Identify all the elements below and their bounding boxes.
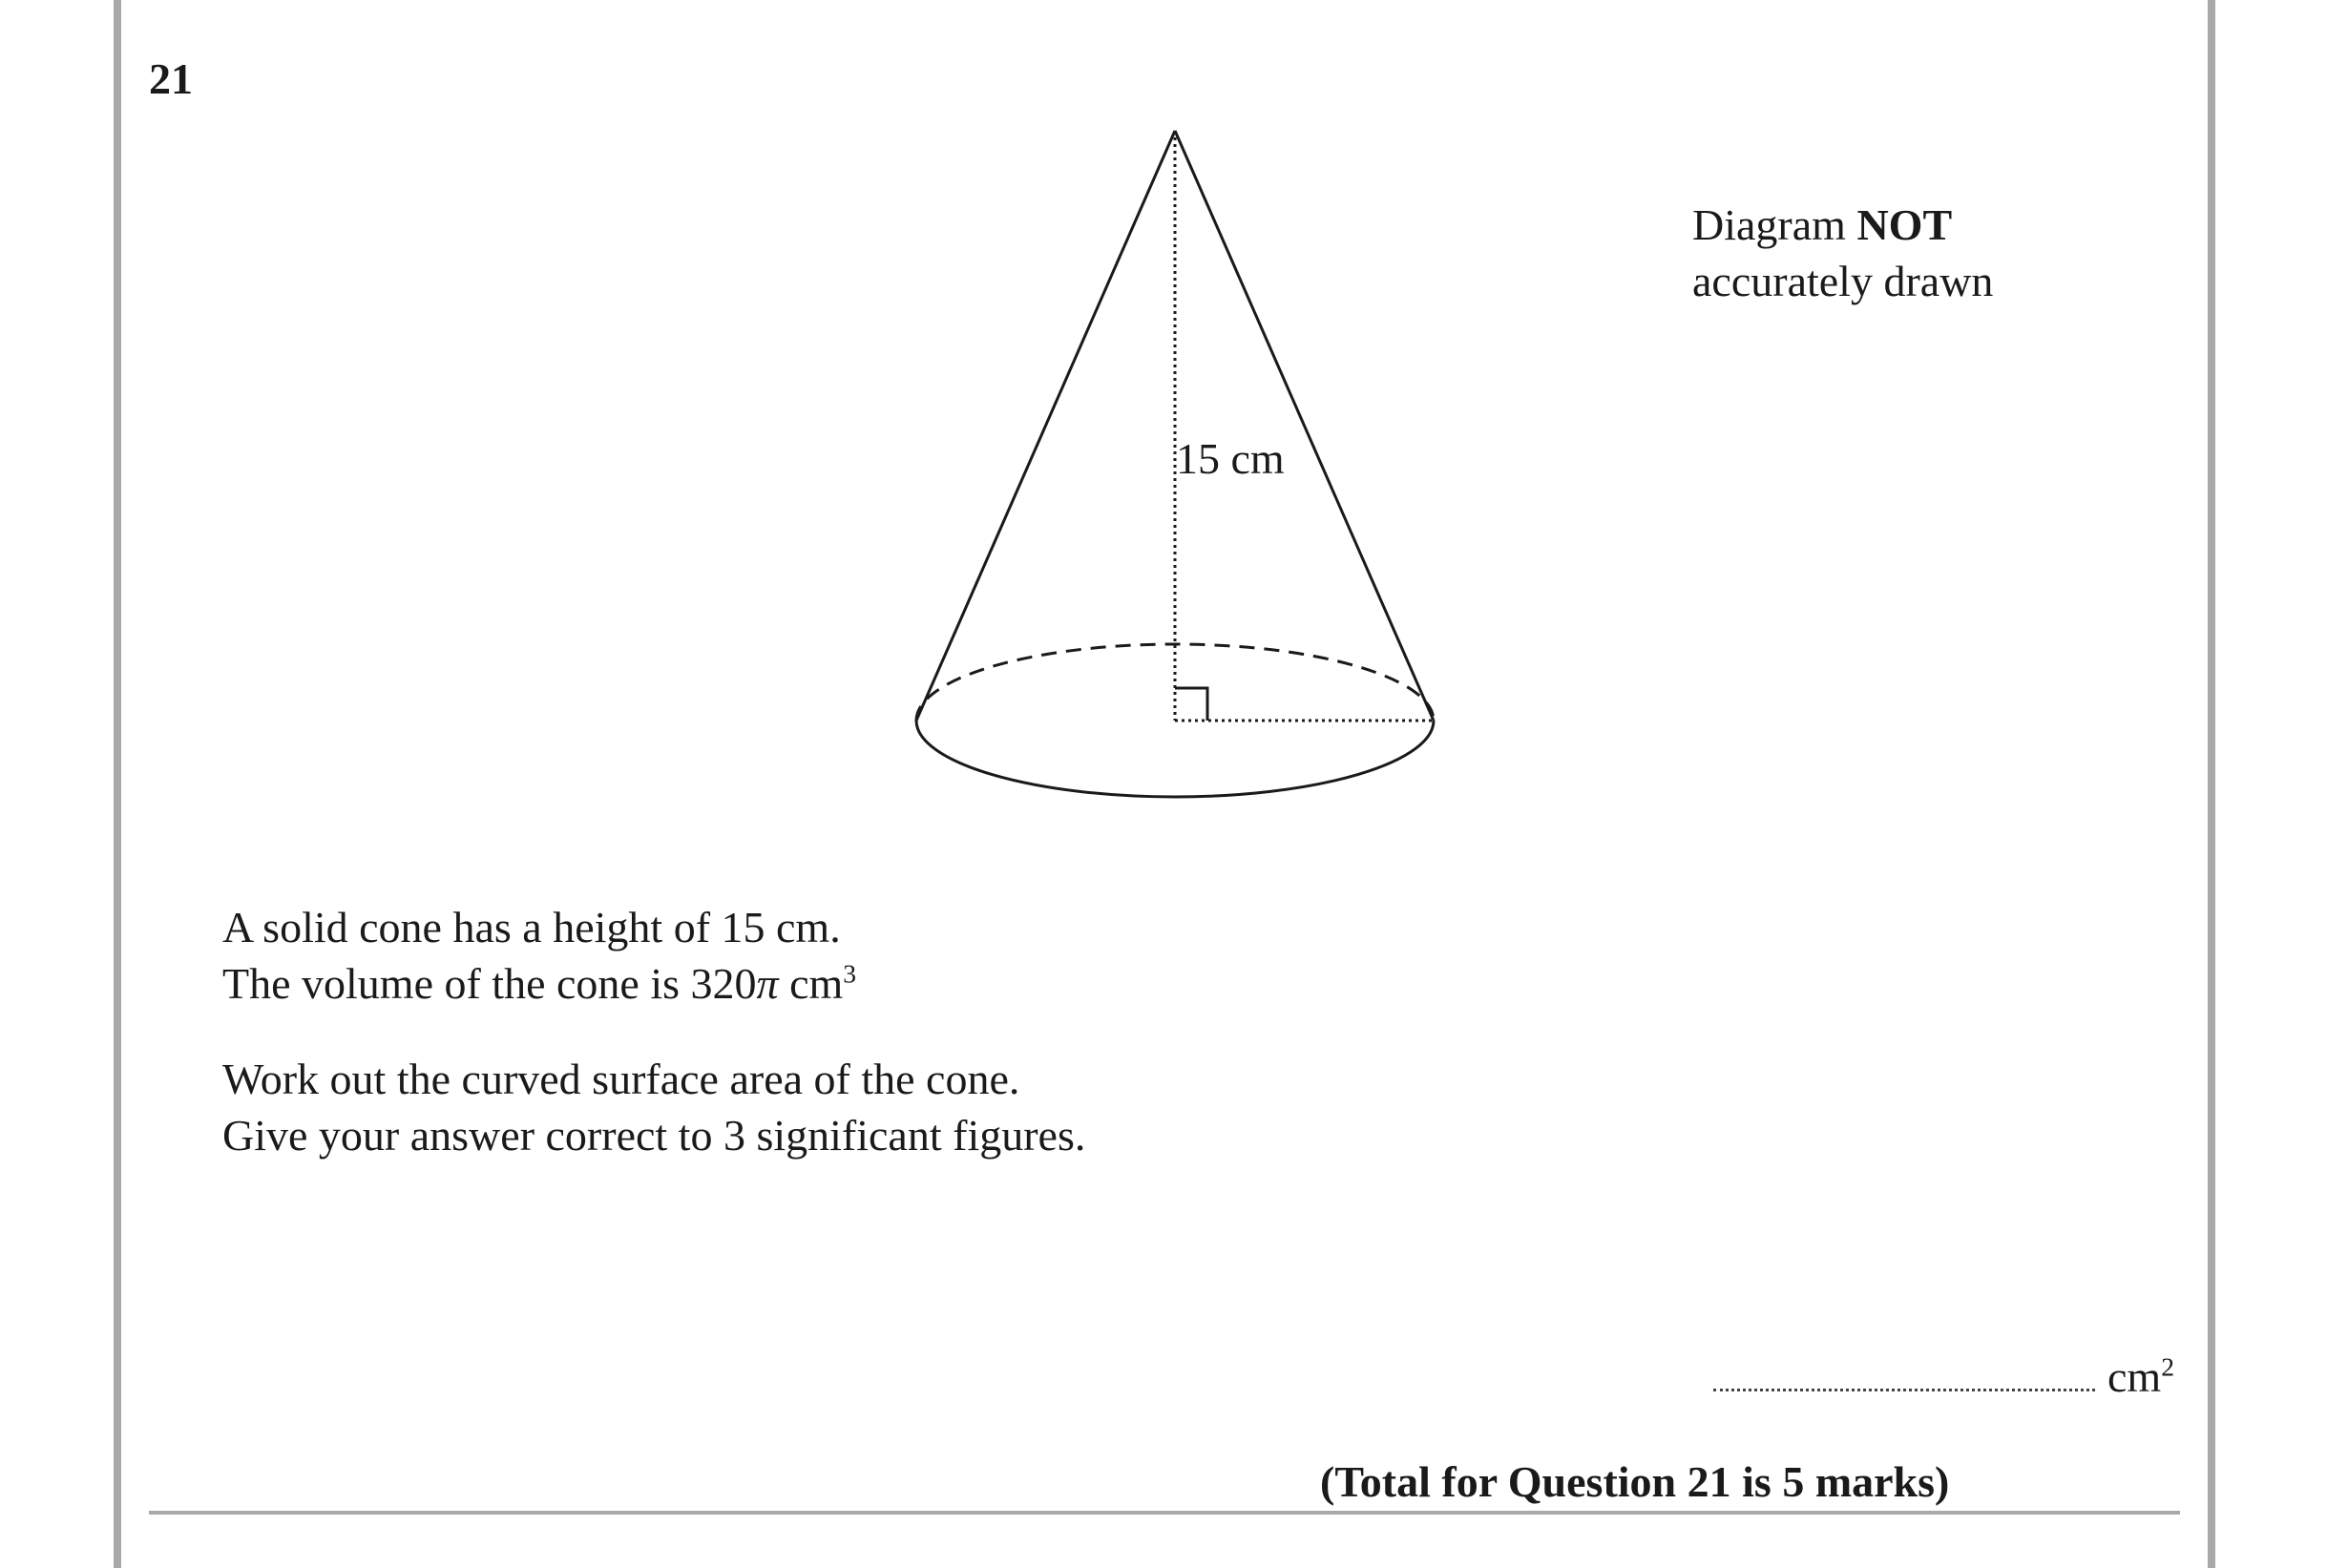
question-instructions <box>222 1051 1085 1163</box>
diagram-note-bold: NOT <box>1856 200 1953 249</box>
cone-slant-right <box>1175 131 1434 721</box>
instruction-line-2: Give your answer correct to 3 significant figures. <box>222 1111 1086 1160</box>
cone-base-front-edge <box>916 721 1434 797</box>
answer-unit <box>2107 1351 2174 1401</box>
total-marks: (Total for Question 21 is 5 marks) <box>1320 1457 1950 1506</box>
stem-line-2-exponent: 3 <box>843 958 857 989</box>
diagram-note-line2: accurately drawn <box>1692 257 1994 305</box>
cone-base-back-edge <box>916 644 1434 721</box>
diagram-note-prefix: Diagram <box>1692 200 1857 249</box>
stem-line-2-unit: cm <box>778 959 844 1008</box>
answer-unit-text: cm <box>2107 1352 2162 1401</box>
answer-field[interactable] <box>1713 1389 2095 1391</box>
answer-unit-exponent: 2 <box>2161 1351 2174 1382</box>
pi-symbol: π <box>756 959 779 1008</box>
bottom-rule <box>149 1511 2180 1515</box>
right-angle-marker <box>1175 688 1207 721</box>
question-number: 21 <box>149 54 193 103</box>
instruction-line-1: Work out the curved surface area of the cone. <box>222 1055 1020 1103</box>
stem-line-2-prefix: The volume of the cone is 320 <box>222 959 757 1008</box>
cone-slant-left <box>916 131 1175 721</box>
question-stem <box>222 899 856 1012</box>
height-label: 15 cm <box>1176 434 1285 483</box>
stem-line-2 <box>222 955 856 1012</box>
stem-line-1: A solid cone has a height of 15 cm. <box>222 903 841 951</box>
